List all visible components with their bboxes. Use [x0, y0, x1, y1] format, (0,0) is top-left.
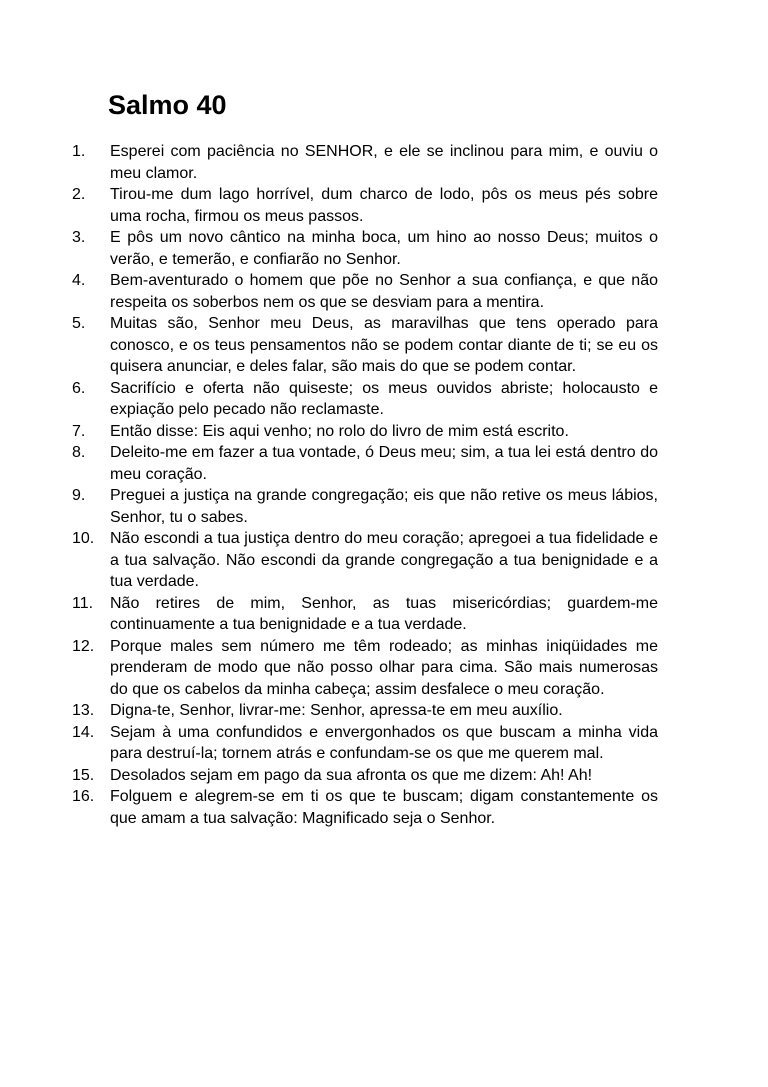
- verse-number: 8.: [72, 444, 86, 461]
- verse-text: Sejam à uma confundidos e envergonhados os que buscam a minha vida para destruí-la; tornem atrás e confundam-se os que me querem mal.: [110, 723, 658, 762]
- verse-text: Porque males sem número me têm rodeado; as minhas iniqüidades me prenderam de modo que não posso olhar para cima. São mais numerosas do que os cabelos da minha cabeça; assim desfalece o meu coração.: [110, 637, 658, 698]
- verse-number: 12.: [72, 637, 95, 655]
- verse-text: Preguei a justiça na grande congregação; eis que não retive os meus lábios, Senhor, tu o sabes.: [110, 487, 658, 526]
- verse-text: Não escondi a tua justiça dentro do meu coração; apregoei a tua fidelidade e a tua salvação. Não escondi da grande congregação a tua benignidade e a tua verdade.: [110, 530, 658, 590]
- verse-number: 14.: [72, 723, 95, 741]
- verse-text: Deleito-me em fazer a tua vontade, ó Deus meu; sim, a tua lei está dentro do meu coração.: [110, 444, 658, 483]
- verse-item: [72, 786, 658, 829]
- verse-text: E pôs um novo cântico na minha boca, um hino ao nosso Deus; muitos o verão, e temerão, e confiarão no Senhor.: [110, 229, 658, 268]
- verse-item: [72, 313, 658, 378]
- verse-text: Sacrifício e oferta não quiseste; os meus ouvidos abriste; holocausto e expiação pelo pecado não reclamaste.: [110, 379, 658, 418]
- verse-item: [72, 378, 658, 421]
- verse-number: 3.: [72, 229, 86, 246]
- page-title: Salmo 40: [108, 90, 227, 120]
- verse-text: Muitas são, Senhor meu Deus, as maravilhas que tens operado para conosco, e os teus pensamentos não se podem contar diante de ti; se eu os quisera anunciar, e deles falar, são mais do que se podem contar.: [110, 315, 658, 375]
- verse-item: [72, 421, 658, 443]
- verse-item: [72, 636, 658, 701]
- verse-item: [72, 528, 658, 593]
- verse-item: [72, 442, 658, 485]
- verse-number: 9.: [72, 487, 86, 504]
- verse-item: [72, 227, 658, 270]
- verse-number: 2.: [72, 186, 86, 203]
- verse-number: 6.: [72, 379, 86, 397]
- verse-item: [72, 593, 658, 636]
- verse-number: 5.: [72, 315, 86, 332]
- verse-text: Não retires de mim, Senhor, as tuas misericórdias; guardem-me continuamente a tua benignidade e a tua verdade.: [110, 594, 658, 633]
- verse-item: [72, 485, 658, 528]
- verse-text: Então disse: Eis aqui venho; no rolo do livro de mim está escrito.: [110, 422, 569, 440]
- verse-text: Esperei com paciência no SENHOR, e ele se inclinou para mim, e ouviu o meu clamor.: [110, 143, 658, 182]
- verse-item: [72, 184, 658, 227]
- verse-item: [72, 270, 658, 313]
- verse-number: 7.: [72, 422, 86, 440]
- verse-text: Digna-te, Senhor, livrar-me: Senhor, apressa-te em meu auxílio.: [110, 702, 563, 719]
- verse-item: [72, 722, 658, 765]
- verse-number: 1.: [72, 143, 86, 160]
- verse-item: [72, 141, 658, 184]
- verse-number: 11.: [72, 594, 94, 612]
- verse-text: Folguem e alegrem-se em ti os que te buscam; digam constantemente os que amam a tua salvação: Magnificado seja o Senhor.: [110, 788, 658, 827]
- verse-number: 15.: [72, 766, 95, 784]
- verse-number: 13.: [72, 702, 95, 719]
- verse-number: 4.: [72, 272, 86, 289]
- verse-text: Tirou-me dum lago horrível, dum charco de lodo, pôs os meus pés sobre uma rocha, firmou os meus passos.: [110, 186, 658, 225]
- verse-number: 16.: [72, 788, 95, 805]
- verse-item: [72, 765, 658, 787]
- verse-list: [0, 141, 768, 829]
- verse-text: Desolados sejam em pago da sua afronta os que me dizem: Ah! Ah!: [110, 766, 593, 784]
- verse-item: [72, 700, 658, 722]
- verse-number: 10.: [72, 530, 95, 547]
- verse-text: Bem-aventurado o homem que põe no Senhor a sua confiança, e que não respeita os soberbos nem os que se desviam para a mentira.: [110, 272, 658, 311]
